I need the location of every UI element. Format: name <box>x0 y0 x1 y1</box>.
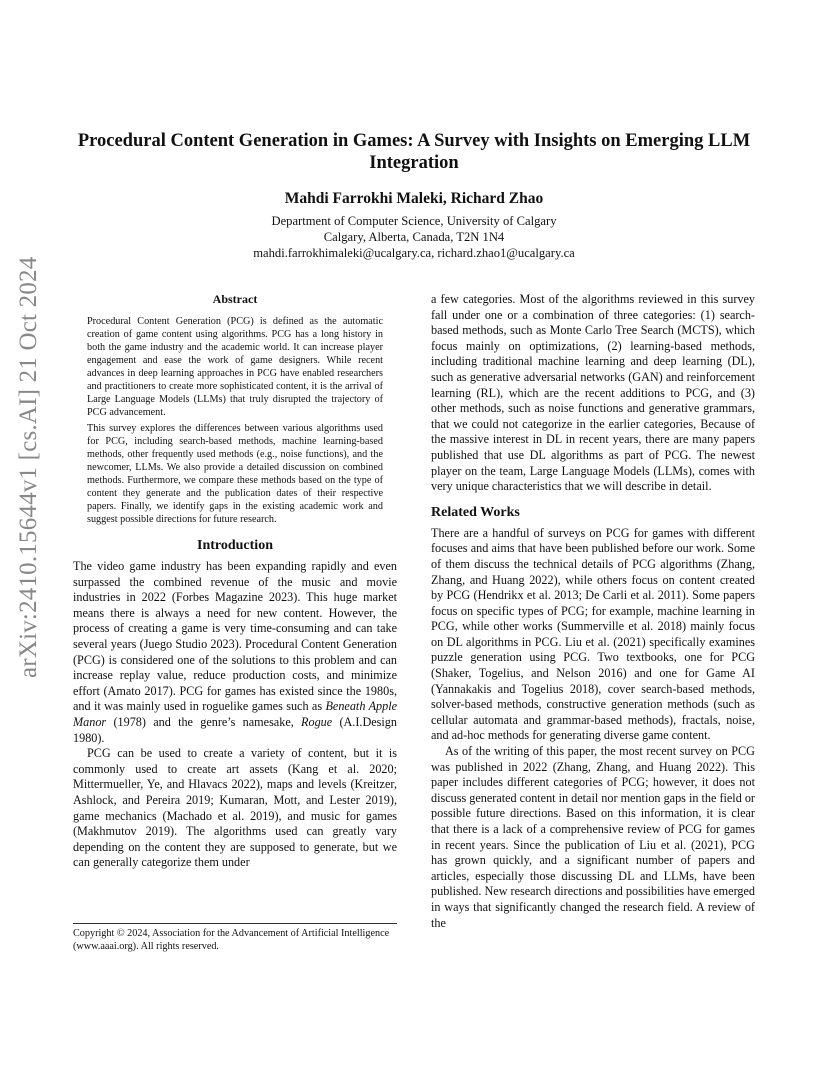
related-works-body <box>431 526 755 931</box>
game-title: Beneath Apple Manor <box>73 699 398 729</box>
body-paragraph: a few categories. Most of the algorithms reviewed in this survey fall under one or a combination of three categories: (1) search-based methods, such as Monte Carlo Tree Search (MCTS), which focus mainly on optimizations, (2) learning-based methods, including traditional machine learning and deep learning (DL), such as generative adversarial networks (GAN) and reinforcement learning (RL), which are the recent additions to PCG, and (3) other methods, such as noise functions and generative grammars, that we could not categorize in the earlier categories, Because of the massive interest in DL in recent years, there are many papers published that use DL algorithms as part of PCG. The newest player on the team, Large Language Models (LLMs), comes with very unique characteristics that we will describe in detail. <box>431 292 755 494</box>
related-works-heading: Related Works <box>431 504 520 520</box>
intro-text: The video game industry has been expanding rapidly and even surpassed the combined revenue of the music and movie industries in 2022 (Forbes Magazine 2023). This huge market means there is always a need for new content. However, the process of creating a game is very time-consuming and can take several years (Juego Studio 2023). Procedural Content Generation (PCG) is considered one of the solutions to this problem and can increase replay value, reduce production costs, and minimize effort (Amato 2017). PCG for games has existed since the 1980s, and it was mainly used in roguelike games such as <box>73 559 397 714</box>
body-paragraph: There are a handful of surveys on PCG for games with different focuses and aims that have been published before our work. Some of them discuss the technical details of PCG algorithms (Zhang, Zhang, and Huang 2022), while others focus on content created by PCG (Hendrikx et al. 2013; De Carli et al. 2011). Some papers focus on specific types of PCG; for example, machine learning in PCG, while other works (Summerville et al. 2018) mainly focus on DL algorithms in PCG. Liu et al. (2021) specifically examines puzzle generation using PCG. Two textbooks, one for PCG (Shaker, Togelius, and Nelson 2016) and one for Game AI (Yannakakis and Togelius 2018), cover search-based methods, solver-based methods, constructive generation methods (such as cellular automata and grammar-based methods), fractals, noise, and ad-hoc methods for generating diverse game content. <box>431 525 755 743</box>
paper-title: Procedural Content Generation in Games: A Survey with Insights on Emerging LLM Integration <box>77 131 751 173</box>
introduction-body <box>73 559 397 871</box>
introduction-continued <box>431 292 755 495</box>
affiliation-emails: mahdi.farrokhimaleki@ucalgary.ca, richard.zhao1@ucalgary.ca <box>253 246 575 260</box>
abstract-paragraph: Procedural Content Generation (PCG) is defined as the automatic creation of game content using algorithms. PCG has a long history in both the game industry and the academic world. It can increase player engagement and ease the work of game designers. While recent advances in deep learning approaches in PCG have enabled researchers and practitioners to create more sophisticated content, it is the arrival of Large Language Models (LLMs) that truly disrupted the trajectory of PCG advancement. <box>87 316 383 418</box>
body-paragraph: PCG can be used to create a variety of content, but it is commonly used to create art assets (Kang et al. 2020; Mittermueller, Ye, and Hlavacs 2022), maps and levels (Kreitzer, Ashlock, and Pereira 2019; Kumaran, Mott, and Lester 2019), game mechanics (Machado et al. 2019), and music for games (Makhmutov 2019). The algorithms used can greatly vary depending on the content they are supposed to generate, but we can generally categorize them under <box>73 746 397 870</box>
affiliation-department: Department of Computer Science, University of Calgary <box>271 214 557 228</box>
left-column <box>73 292 397 871</box>
copyright-footnote: Copyright © 2024, Association for the Advancement of Artificial Intelligence (www.aaai.org). All rights reserved. <box>73 923 397 953</box>
body-paragraph: As of the writing of this paper, the most recent survey on PCG was published in 2022 (Zhang, Zhang, and Huang 2022). This paper includes different categories of PCG; however, it does not discuss generated content in detail nor mention gaps in the field or possible future directions. Based on this information, it is clear that there is a lack of a comprehensive review of PCG for games in recent years. Since the publication of Liu et al. (2021), PCG has grown quickly, and a significant number of papers and articles, especially those discussing DL and LLMs, have been published. New research directions and possibilities have emerged in ways that significantly changed the research field. A review of the <box>431 744 756 930</box>
intro-text: (1978) and the genre’s namesake, <box>106 714 302 729</box>
introduction-heading: Introduction <box>197 538 273 553</box>
abstract-paragraph: This survey explores the differences between various algorithms used for PCG, including search-based methods, machine learning-based methods, other frequently used methods (e.g., noise functions), and the newcomer, LLMs. We also provide a detailed discussion on combined methods. Furthermore, we compare these methods based on the type of content they generate and the publication dates of their respective papers. Finally, we identify gaps in the existing academic work and suggest possible directions for future research. <box>87 423 383 525</box>
paper-authors: Mahdi Farrokhi Maleki, Richard Zhao <box>284 190 544 207</box>
affiliation-address: Calgary, Alberta, Canada, T2N 1N4 <box>323 230 505 244</box>
arxiv-stamp: arXiv:2410.15644v1 [cs.AI] 21 Oct 2024 <box>15 256 42 678</box>
abstract-body <box>87 315 383 526</box>
game-title: Rogue <box>301 714 333 729</box>
body-paragraph <box>73 559 397 746</box>
right-column <box>431 292 755 931</box>
affiliation-block <box>70 213 758 261</box>
abstract-heading: Abstract <box>212 292 258 306</box>
intro-text: (A.I.Design 1980). <box>73 714 397 745</box>
